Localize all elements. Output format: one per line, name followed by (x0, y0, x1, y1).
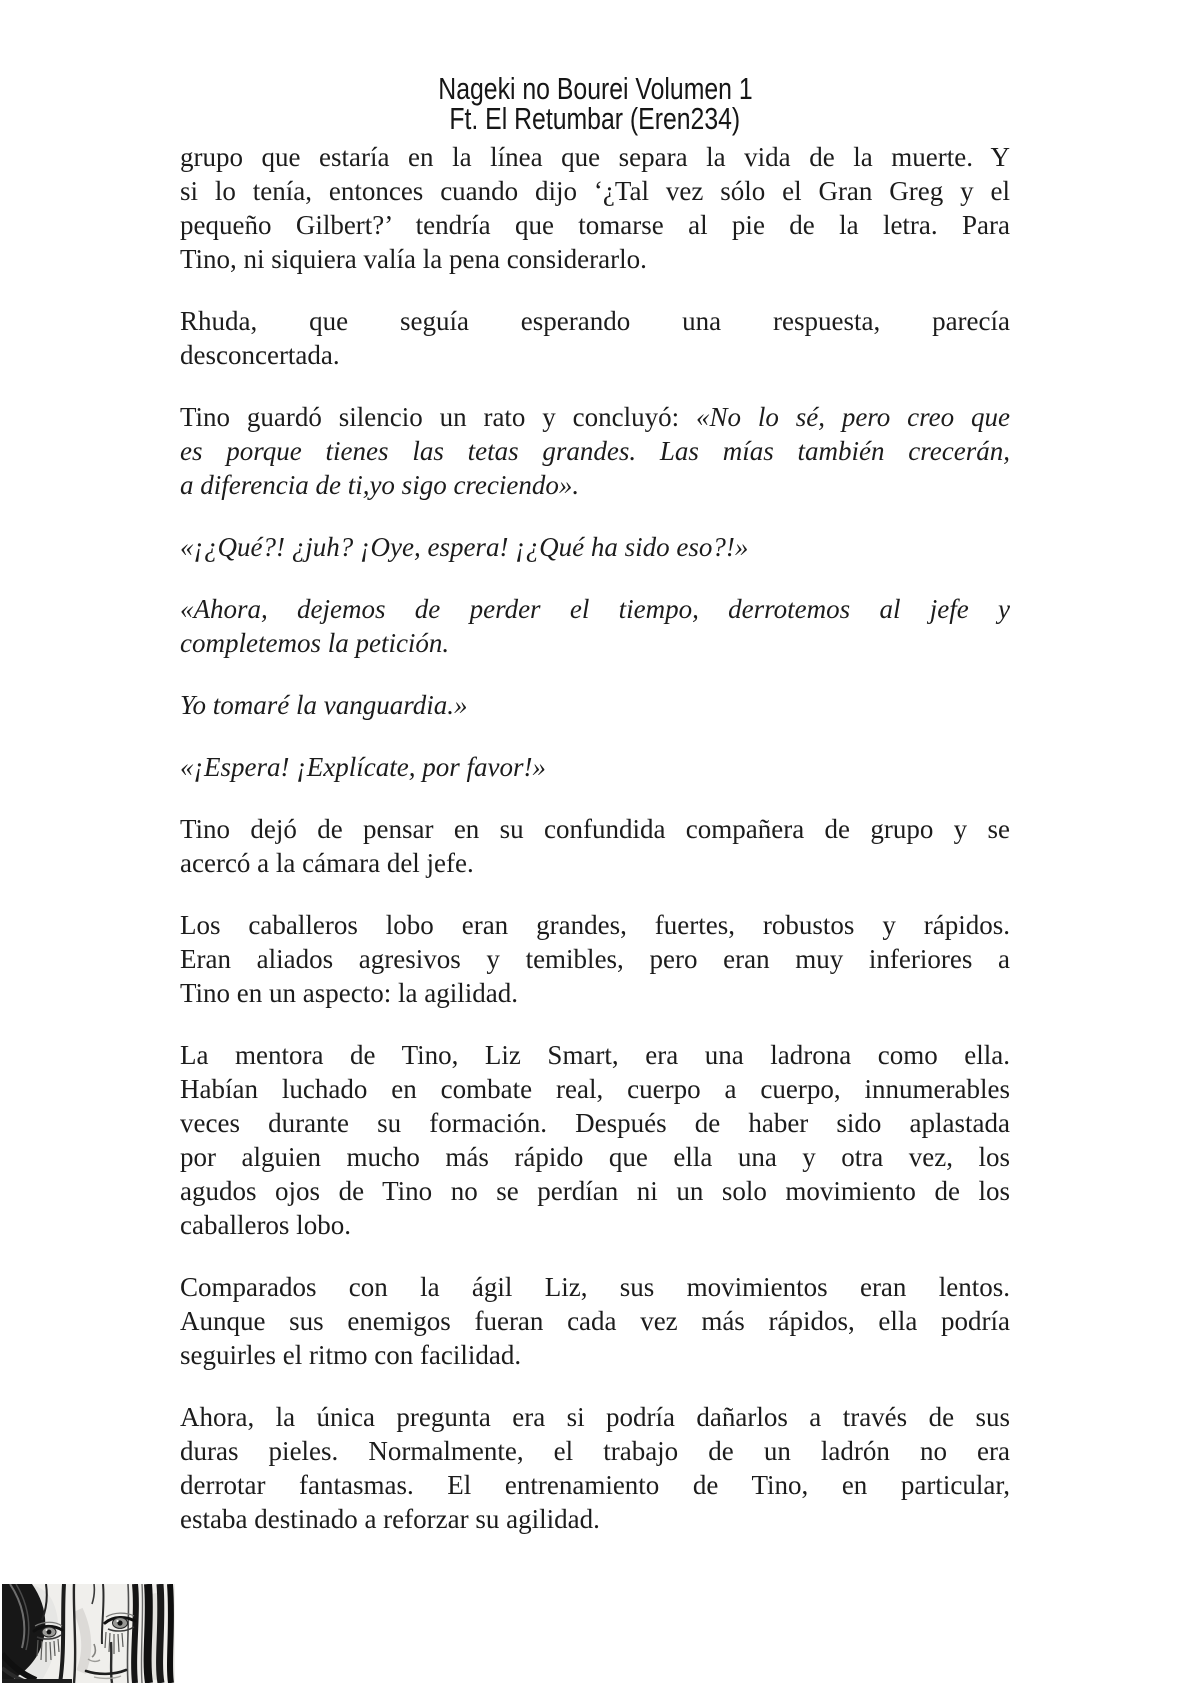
text-segment: Habían luchado en combate real, cuerpo a cuerpo, innumerables (180, 1074, 1010, 1104)
text-segment: veces durante su formación. Después de haber sido aplastada (180, 1108, 1010, 1138)
text-line (180, 1106, 1010, 1140)
text-line (180, 1270, 1010, 1304)
text-line (180, 1502, 1010, 1536)
text-segment: Tino dejó de pensar en su confundida compañera de grupo y se (180, 814, 1010, 844)
text-line (180, 1072, 1010, 1106)
text-line (180, 1140, 1010, 1174)
text-segment: Tino guardó silencio un rato y concluyó: (180, 402, 696, 432)
paragraph (180, 688, 1010, 722)
paragraph (180, 304, 1010, 372)
paragraph (180, 1038, 1010, 1242)
italic-text-segment: «No lo sé, pero creo que (695, 402, 1010, 432)
paragraph (180, 1270, 1010, 1372)
text-line (180, 1038, 1010, 1072)
text-line (180, 208, 1010, 242)
text-segment: desconcertada. (180, 340, 340, 370)
text-segment: Tino en un aspecto: la agilidad. (180, 978, 518, 1008)
text-line (180, 304, 1010, 338)
text-line (180, 242, 1010, 276)
text-line (180, 400, 1010, 434)
text-block (180, 140, 1010, 1564)
text-segment: estaba destinado a reforzar su agilidad. (180, 1504, 600, 1534)
italic-text-segment: a diferencia de ti,yo sigo creciendo». (180, 470, 580, 500)
text-line (180, 140, 1010, 174)
text-segment: La mentora de Tino, Liz Smart, era una ladrona como ella. (180, 1040, 1010, 1070)
text-line (180, 1304, 1010, 1338)
manga-face-image (2, 1584, 175, 1683)
paragraph (180, 812, 1010, 880)
italic-text-segment: «Ahora, dejemos de perder el tiempo, derrotemos al jefe y (180, 594, 1010, 624)
title-line-1: Nageki no Bourei Volumen 1 (437, 71, 753, 106)
text-line (180, 1434, 1010, 1468)
text-segment: derrotar fantasmas. El entrenamiento de Tino, en particular, (180, 1470, 1010, 1500)
text-segment: acercó a la cámara del jefe. (180, 848, 474, 878)
text-segment: pequeño Gilbert?’ tendría que tomarse al pie de la letra. Para (180, 210, 1010, 240)
text-line (180, 812, 1010, 846)
text-segment: Aunque sus enemigos fueran cada vez más rápidos, ella podría (180, 1306, 1010, 1336)
paragraph (180, 140, 1010, 276)
title-line-2: Ft. El Retumbar (Eren234) (449, 101, 741, 136)
italic-text-segment: es porque tienes las tetas grandes. Las mías también crecerán, (180, 436, 1010, 466)
paragraph (180, 530, 1010, 564)
paragraph (180, 1400, 1010, 1536)
text-segment: si lo tenía, entonces cuando dijo ‘¿Tal vez sólo el Gran Greg y el (180, 176, 1010, 206)
text-line (180, 1338, 1010, 1372)
text-segment: Eran aliados agresivos y temibles, pero eran muy inferiores a (180, 944, 1010, 974)
text-line (180, 174, 1010, 208)
text-segment: Tino, ni siquiera valía la pena considerarlo. (180, 244, 647, 274)
text-segment: Los caballeros lobo eran grandes, fuertes, robustos y rápidos. (180, 910, 1010, 940)
text-line (180, 1468, 1010, 1502)
italic-text-segment: Yo tomaré la vanguardia.» (180, 690, 468, 720)
text-line (180, 434, 1010, 468)
text-line (180, 592, 1010, 626)
text-line (180, 688, 1010, 722)
text-line (180, 530, 1010, 564)
text-segment: Comparados con la ágil Liz, sus movimientos eran lentos. (180, 1272, 1010, 1302)
text-line (180, 846, 1010, 880)
text-segment: Rhuda, que seguía esperando una respuesta, parecía (180, 306, 1010, 336)
text-segment: Ahora, la única pregunta era si podría dañarlos a través de sus (180, 1402, 1010, 1432)
text-line (180, 976, 1010, 1010)
text-segment: caballeros lobo. (180, 1210, 351, 1240)
paragraph (180, 400, 1010, 502)
text-segment: duras pieles. Normalmente, el trabajo de un ladrón no era (180, 1436, 1010, 1466)
text-segment: seguirles el ritmo con facilidad. (180, 1340, 522, 1370)
text-line (180, 750, 1010, 784)
text-segment: por alguien mucho más rápido que ella una y otra vez, los (180, 1142, 1010, 1172)
paragraph (180, 592, 1010, 660)
text-line (180, 942, 1010, 976)
text-line (180, 626, 1010, 660)
paragraph (180, 750, 1010, 784)
text-segment: grupo que estaría en la línea que separa la vida de la muerte. Y (180, 142, 1010, 172)
text-segment: agudos ojos de Tino no se perdían ni un solo movimiento de los (180, 1176, 1010, 1206)
italic-text-segment: «¡Espera! ¡Explícate, por favor!» (180, 752, 546, 782)
text-line (180, 908, 1010, 942)
italic-text-segment: completemos la petición. (180, 628, 450, 658)
text-line (180, 338, 1010, 372)
text-line (180, 1174, 1010, 1208)
paragraph (180, 908, 1010, 1010)
page-header (0, 71, 1190, 136)
text-line (180, 468, 1010, 502)
italic-text-segment: «¡¿Qué?! ¿juh? ¡Oye, espera! ¡¿Qué ha sido eso?!» (180, 532, 749, 562)
text-line (180, 1208, 1010, 1242)
text-line (180, 1400, 1010, 1434)
